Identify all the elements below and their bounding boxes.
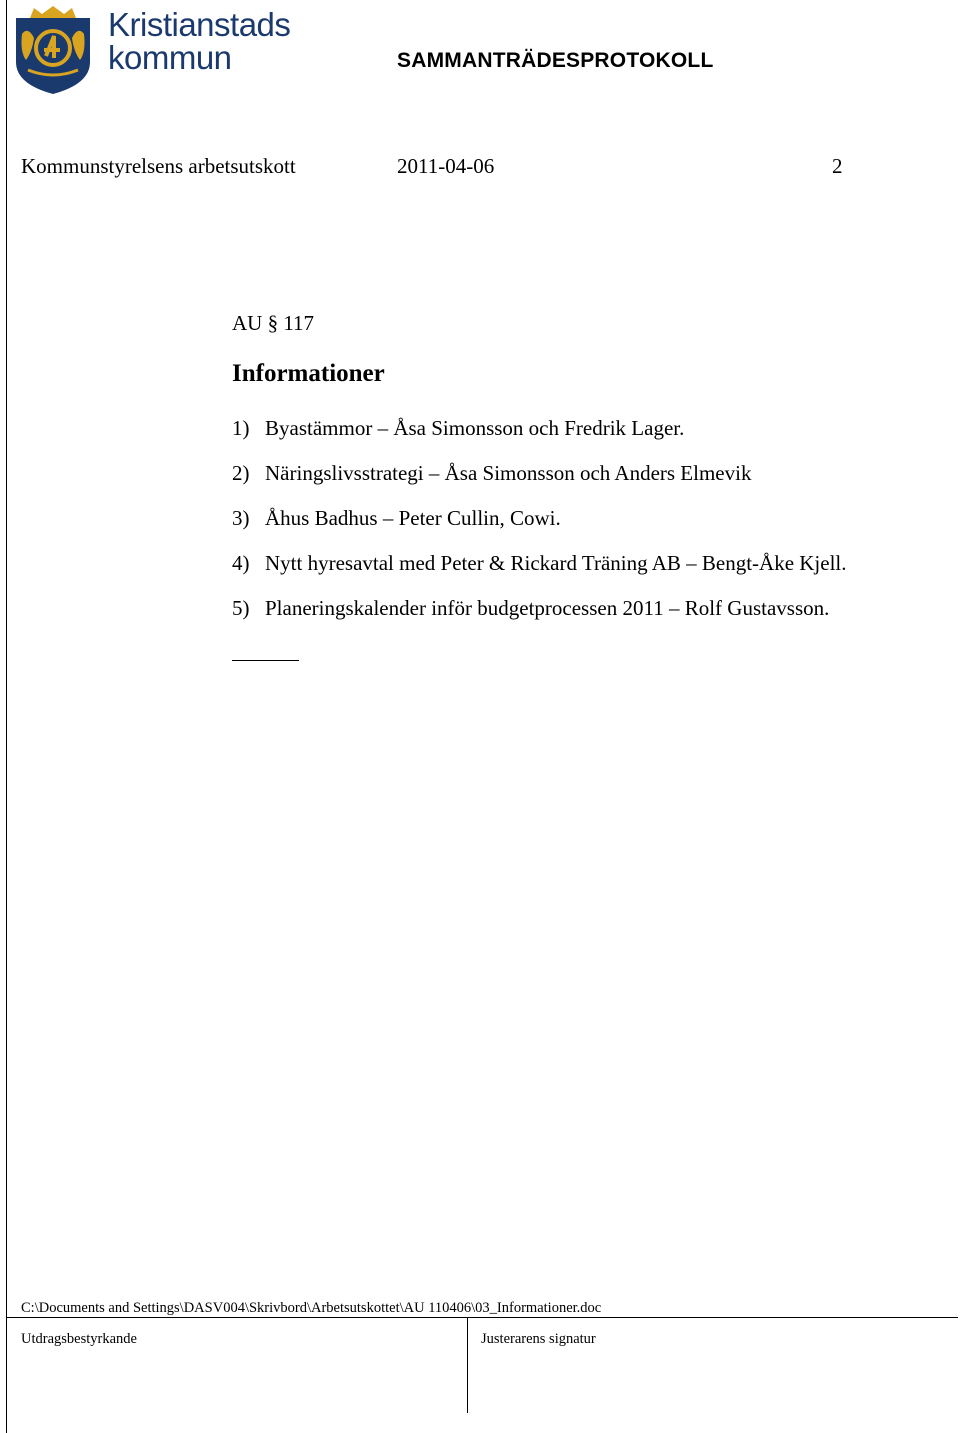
list-item-number: 2) [232, 461, 250, 485]
footer-divider [467, 1317, 468, 1413]
list-item-text: Näringslivsstrategi – Åsa Simonsson och Anders Elmevik [265, 461, 752, 485]
organization-name-line1: Kristianstads [108, 6, 291, 43]
list-item [232, 595, 847, 640]
section-end-line [232, 660, 299, 661]
footer-rule [6, 1317, 958, 1318]
information-list [232, 415, 847, 640]
list-item [232, 550, 847, 595]
list-item-number: 5) [232, 596, 250, 620]
list-item-number: 3) [232, 506, 250, 530]
page-number: 2 [832, 154, 843, 178]
file-path: C:\Documents and Settings\DASV004\Skrivbord\Arbetsutskottet\AU 110406\03_Informationer.doc [21, 1300, 602, 1316]
meeting-date: 2011-04-06 [397, 154, 495, 178]
signature-label: Justerarens signatur [481, 1331, 596, 1347]
list-item [232, 460, 847, 505]
section-id: AU § 117 [232, 311, 315, 335]
organization-name-line2: kommun [108, 39, 232, 76]
certification-label: Utdragsbestyrkande [21, 1331, 137, 1347]
list-item [232, 415, 847, 460]
list-item-text: Åhus Badhus – Peter Cullin, Cowi. [265, 506, 561, 530]
list-item-text: Nytt hyresavtal med Peter & Rickard Träning AB – Bengt-Åke Kjell. [265, 551, 847, 575]
left-margin-rule [6, 0, 7, 1433]
list-item-text: Byastämmor – Åsa Simonsson och Fredrik Lager. [265, 416, 685, 440]
section-title: Informationer [232, 360, 385, 387]
committee-name: Kommunstyrelsens arbetsutskott [21, 154, 296, 178]
list-item-number: 4) [232, 551, 250, 575]
list-item-number: 1) [232, 416, 250, 440]
list-item [232, 505, 847, 550]
organization-name [108, 8, 290, 74]
document-type: SAMMANTRÄDESPROTOKOLL [397, 49, 714, 72]
list-item-text: Planeringskalender inför budgetprocessen 2011 – Rolf Gustavsson. [265, 596, 830, 620]
coat-of-arms-icon [12, 4, 94, 96]
